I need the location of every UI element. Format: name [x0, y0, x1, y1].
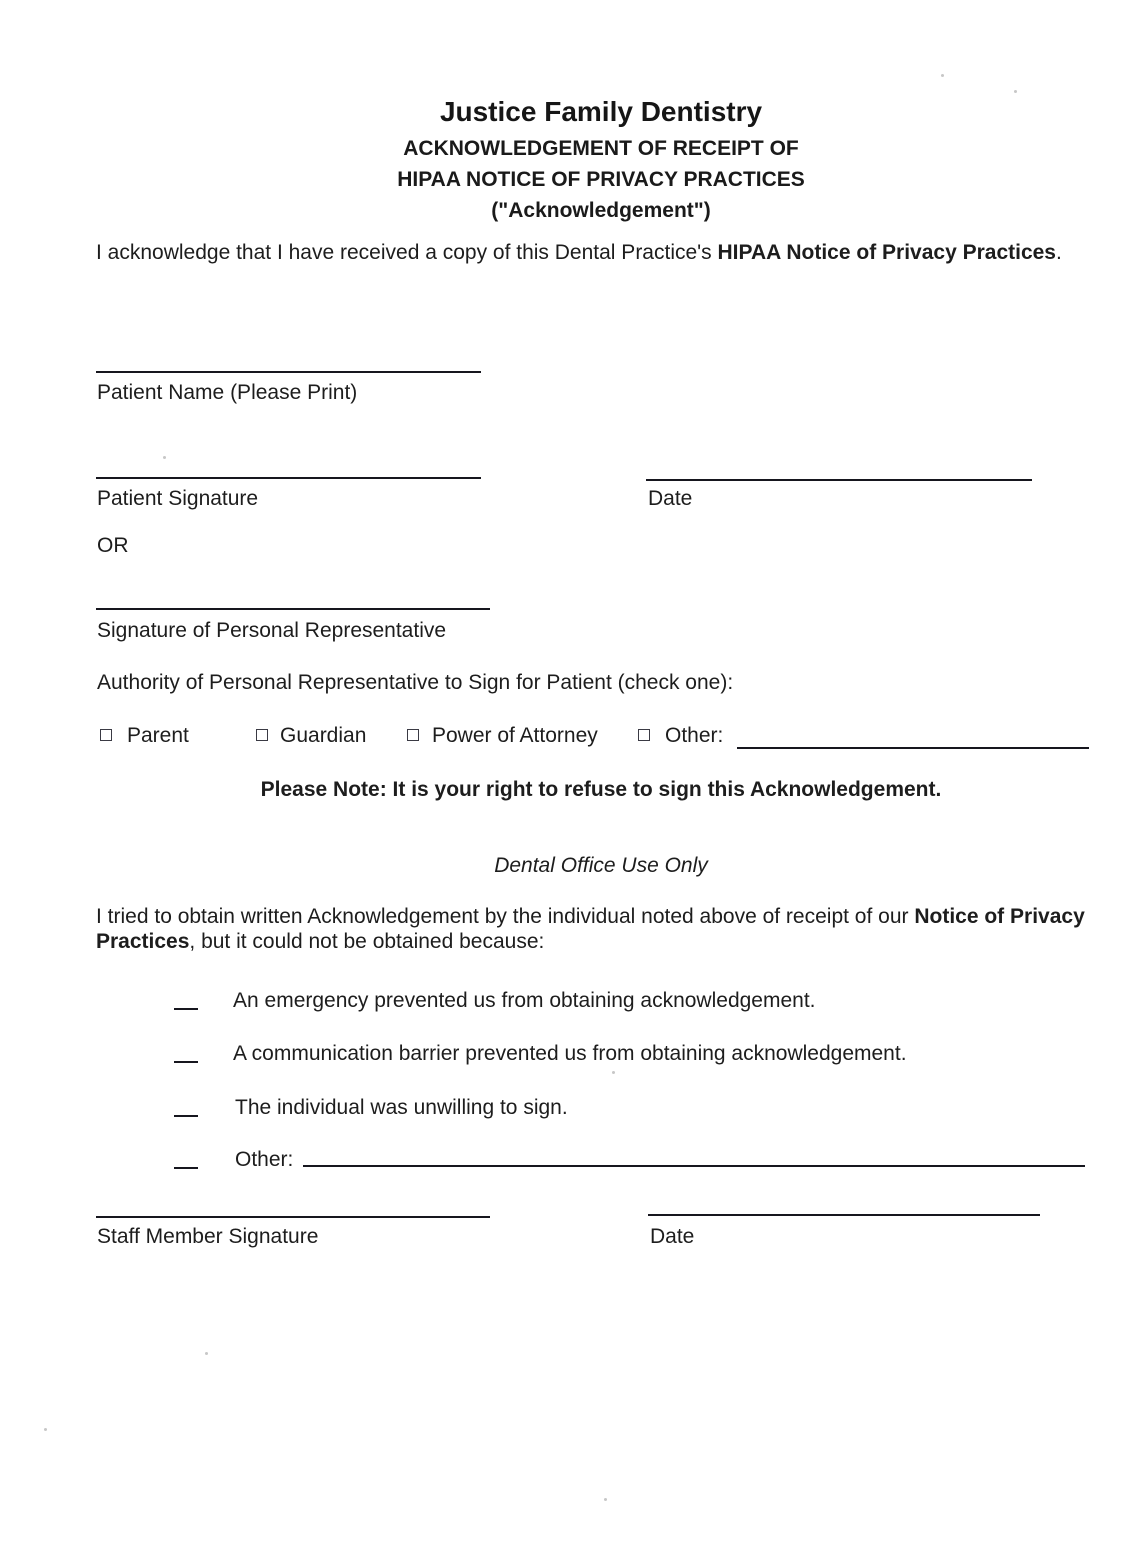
- reason-blank-mark[interactable]: [174, 1061, 198, 1063]
- office-statement-tail: , but it could not be obtained because:: [189, 930, 545, 953]
- statement-text: I acknowledge that I have received a copy of this Dental Practice's: [96, 241, 718, 264]
- scan-artifact: [1014, 90, 1017, 93]
- staff-date-label: Date: [650, 1225, 695, 1248]
- scan-artifact: [163, 456, 166, 459]
- patient-name-line[interactable]: [96, 371, 481, 373]
- reason-text-communication-barrier: A communication barrier prevented us from obtaining acknowledgement.: [233, 1042, 907, 1065]
- reason-blank-mark[interactable]: [174, 1008, 198, 1010]
- checkbox-parent-label: Parent: [127, 724, 189, 747]
- checkbox-other-label: Other:: [665, 724, 724, 747]
- office-statement-text: I tried to obtain written Acknowledgement by the individual noted above of receipt of our: [96, 905, 915, 928]
- office-statement-bold-text: Notice of Privacy Practices: [96, 905, 1085, 953]
- acknowledgement-statement: [96, 240, 1086, 265]
- office-use-statement: [96, 904, 1121, 954]
- scan-artifact: [44, 1428, 47, 1431]
- patient-signature-label: Patient Signature: [97, 487, 259, 510]
- checkbox-power-of-attorney-label: Power of Attorney: [432, 724, 598, 747]
- form-title-line-1: ACKNOWLEDGEMENT OF RECEIPT OF: [403, 137, 799, 160]
- reason-text-unwilling: The individual was unwilling to sign.: [235, 1096, 568, 1119]
- scan-artifact: [941, 74, 944, 77]
- patient-signature-line[interactable]: [96, 477, 481, 479]
- checkbox-power-of-attorney[interactable]: [407, 729, 419, 741]
- checkbox-guardian[interactable]: [256, 729, 268, 741]
- other-reason-blank-line[interactable]: [303, 1165, 1085, 1167]
- document-header: [96, 96, 1106, 226]
- checkbox-guardian-label: Guardian: [280, 724, 367, 747]
- reason-blank-mark[interactable]: [174, 1115, 198, 1117]
- staff-date-line[interactable]: [648, 1214, 1040, 1216]
- patient-date-label: Date: [648, 487, 693, 510]
- authority-label: Authority of Personal Representative to Sign for Patient (check one):: [97, 671, 734, 694]
- staff-signature-line[interactable]: [96, 1216, 490, 1218]
- checkbox-parent[interactable]: [100, 729, 112, 741]
- other-authority-blank-line[interactable]: [737, 747, 1089, 749]
- reason-blank-mark[interactable]: [174, 1167, 198, 1169]
- scan-artifact: [604, 1498, 607, 1501]
- reason-text-emergency: An emergency prevented us from obtaining acknowledgement.: [233, 989, 816, 1012]
- practice-name: Justice Family Dentistry: [439, 96, 763, 127]
- office-use-heading: Dental Office Use Only: [494, 854, 708, 877]
- patient-name-label: Patient Name (Please Print): [97, 381, 358, 404]
- checkbox-other[interactable]: [638, 729, 650, 741]
- representative-signature-line[interactable]: [96, 608, 490, 610]
- representative-signature-label: Signature of Personal Representative: [97, 619, 447, 642]
- patient-date-line[interactable]: [646, 479, 1032, 481]
- form-title-line-2: HIPAA NOTICE OF PRIVACY PRACTICES: [397, 168, 805, 191]
- staff-signature-label: Staff Member Signature: [97, 1225, 319, 1248]
- reason-text-other: Other:: [235, 1148, 294, 1171]
- statement-bold-text: HIPAA Notice of Privacy Practices: [717, 241, 1056, 264]
- form-title-line-3: ("Acknowledgement"): [491, 199, 711, 222]
- scan-artifact: [205, 1352, 208, 1355]
- or-label: OR: [97, 534, 129, 557]
- scan-artifact: [612, 1071, 615, 1074]
- statement-period: .: [1056, 241, 1062, 264]
- refusal-note: Please Note: It is your right to refuse to sign this Acknowledgement.: [260, 778, 942, 801]
